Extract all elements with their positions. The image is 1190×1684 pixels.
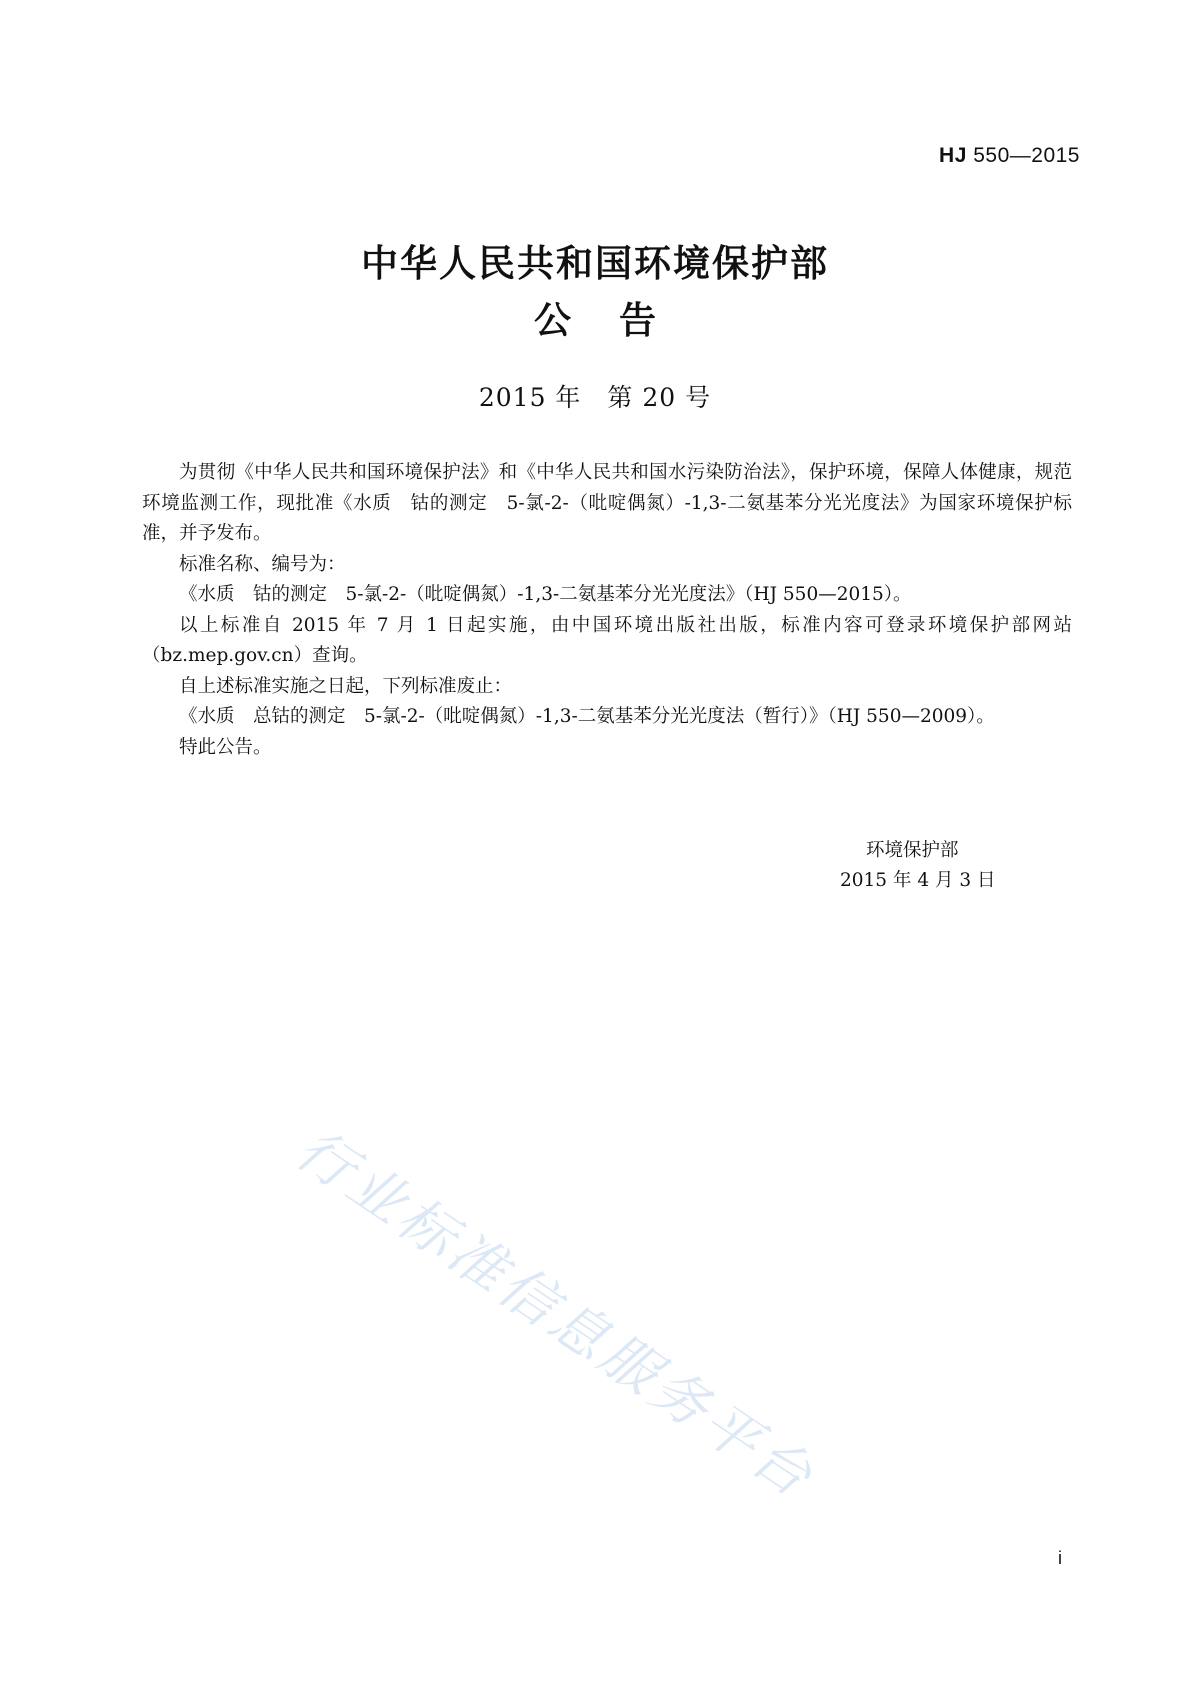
body-paragraph-repealed-standard: 《水质 总钴的测定 5-氯-2-（吡啶偶氮）-1,3-二氨基苯分光光度法（暂行）》（HJ 550—2009）。	[179, 706, 995, 727]
signature-org: 环境保护部	[866, 840, 959, 861]
body-paragraph-standard-name: 《水质 钴的测定 5-氯-2-（吡啶偶氮）-1,3-二氨基苯分光光度法》（HJ 550—2015）。	[179, 584, 912, 605]
body-paragraph-closing: 特此公告。	[179, 736, 272, 758]
standard-prefix: HJ	[939, 144, 967, 167]
body-paragraph-effective-date: 以上标准自 2015 年 7 月 1 日起实施，由中国环境出版社出版，标准内容可登录环境保护部网站（bz.mep.gov.cn）查询。	[142, 614, 1072, 666]
body-paragraph-standard-intro: 标准名称、编号为：	[179, 553, 346, 575]
standard-code	[939, 144, 1080, 168]
body-paragraph-repeal-intro: 自上述标准实施之日起，下列标准废止：	[179, 675, 513, 697]
standard-number: 550—2015	[973, 144, 1080, 167]
watermark: 行业标准信息服务平台	[284, 1116, 827, 1512]
notice-body	[142, 458, 1072, 763]
signature-block	[840, 836, 1040, 896]
signature-date: 2015 年 4 月 3 日	[840, 870, 996, 891]
page-number: i	[1058, 1548, 1062, 1568]
notice-title-char-2: 告	[619, 299, 656, 342]
notice-title-char-1: 公	[534, 299, 571, 342]
notice-title	[0, 290, 1190, 344]
ministry-title: 中华人民共和国环境保护部	[361, 242, 829, 285]
issue-number: 2015 年 第 20 号	[478, 383, 712, 412]
body-paragraph-purpose: 为贯彻《中华人民共和国环境保护法》和《中华人民共和国水污染防治法》，保护环境，保障人体健康，规范环境监测工作，现批准《水质 钴的测定 5-氯-2-（吡啶偶氮）-1,3-二氨基苯分光光度法》为国家环境保护标准，并予发布。	[142, 462, 1072, 544]
